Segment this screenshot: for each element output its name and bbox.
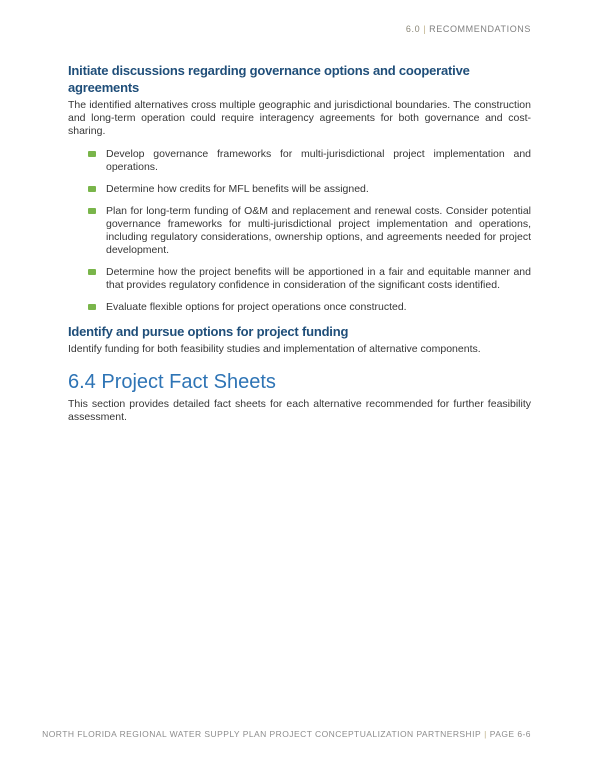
list-item-text: Develop governance frameworks for multi-jurisdictional project implementation and operations. [106,148,531,173]
header-section-title: RECOMMENDATIONS [429,24,531,34]
square-bullet-icon [88,208,96,214]
square-bullet-icon [88,186,96,192]
header-section-number: 6.0 [405,24,421,34]
square-bullet-icon [88,304,96,310]
subsection-heading-governance: Initiate discussions regarding governance options and cooperative agreements [68,63,470,95]
list-item-text: Determine how the project benefits will be apportioned in a fair and equitable manner and that provides regulatory confidence in consideration of the significant costs identified. [106,266,531,291]
list-item [88,183,531,196]
header-separator: | [423,24,427,34]
list-item [88,266,531,292]
subsection-heading-funding: Identify and pursue options for project funding [68,324,349,339]
funding-paragraph: Identify funding for both feasibility studies and implementation of alternative components. [68,343,481,355]
footer-page-label: PAGE 6-6 [489,729,531,739]
footer-text: NORTH FLORIDA REGIONAL WATER SUPPLY PLAN PROJECT CONCEPTUALIZATION PARTNERSHIP [42,729,482,739]
list-item-text: Evaluate flexible options for project operations once constructed. [106,301,407,313]
list-item-text: Plan for long-term funding of O&M and replacement and renewal costs. Consider potential governance frameworks for multi-jurisdictional project implementation and operations, including regulatory considerations, ownership options, and agreements needed for project development. [106,205,531,256]
list-item [88,301,531,314]
governance-paragraph: The identified alternatives cross multiple geographic and jurisdictional boundaries. The construction and long-term operation could require interagency agreements for both governance and cost-sharing. [68,99,531,137]
square-bullet-icon [88,151,96,157]
page-content [68,62,531,434]
section-heading-fact-sheets: 6.4 Project Fact Sheets [68,371,276,393]
list-item [88,148,531,174]
square-bullet-icon [88,269,96,275]
footer-separator: | [484,729,487,739]
list-item-text: Determine how credits for MFL benefits will be assigned. [106,183,369,195]
page-header [406,24,531,34]
bullet-list [88,148,531,314]
page-footer [42,729,531,739]
fact-sheets-paragraph: This section provides detailed fact sheets for each alternative recommended for further feasibility assessment. [68,398,531,423]
list-item [88,205,531,257]
